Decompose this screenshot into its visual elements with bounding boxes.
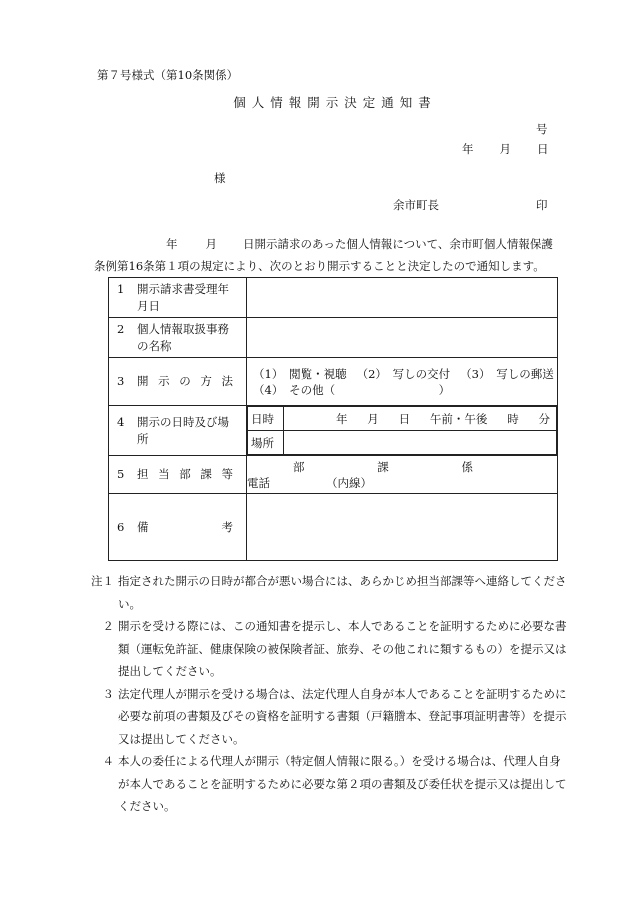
method-option-other: （4） その他（ ） (253, 382, 451, 397)
row-label: 開 示 の 方 法 (137, 374, 233, 388)
row-header (109, 318, 247, 358)
datetime-value (284, 407, 557, 431)
method-option-view: （1） 閲覧・視聴 (253, 366, 347, 381)
note-number: ４ (102, 754, 114, 768)
intro-year: 年 (166, 237, 178, 251)
extension-label: （内線） (326, 475, 372, 490)
row-header (109, 406, 247, 456)
note-text: 本人の委任による代理人が開示（特定個人情報に限る。）を受ける場合は、代理人自身が本人であることを証明するために必要な第２項の書類及び委任状を提示又は提出してください。 (118, 754, 567, 813)
seal-mark: 印 (536, 198, 548, 212)
row-number: 2 (117, 321, 125, 336)
note-item (80, 683, 570, 751)
table-row (109, 456, 558, 494)
row-label: 開示の日時及び場所 (137, 414, 229, 446)
section-label: 課 (377, 459, 389, 474)
issuer-name: 余市町長 (393, 198, 439, 212)
note-item (80, 570, 570, 615)
date-month: 月 (499, 142, 511, 156)
document-number-suffix: 号 (536, 122, 548, 136)
intro-paragraph (94, 233, 562, 277)
table-row (109, 494, 558, 561)
issue-date (462, 141, 549, 157)
row-number: 5 (117, 467, 125, 481)
affair-name-cell (247, 318, 558, 358)
method-option-copy: （2） 写しの交付 (356, 366, 451, 381)
row-number: 4 (117, 414, 125, 429)
dept-label: 部 (293, 459, 305, 474)
intro-text: 日開示請求のあった個人情報について、余市町個人情報保護条例第16条第１項の規定により、次のとおり開示することと決定したので通知します。 (94, 237, 553, 273)
intro-month: 月 (205, 237, 217, 251)
date-day: 日 (537, 142, 549, 156)
note-number: ３ (102, 686, 114, 701)
place-value (284, 431, 557, 455)
sched-day: 日 (398, 411, 411, 426)
remarks-cell (247, 494, 558, 561)
note-text: 開示を受ける際には、この通知書を提示し、本人であることを証明するために必要な書類（運転免許証、健康保険の被保険者証、旅券、その他これに類するもの）を提示又は提出してください。 (118, 619, 567, 678)
phone-label: 電話 (247, 475, 270, 490)
note-item (80, 750, 570, 818)
row-number: 3 (117, 374, 125, 388)
sched-year: 年 (336, 411, 348, 426)
note-number: 注１ (91, 574, 114, 588)
schedule-cell (247, 406, 558, 456)
receipt-date-cell (247, 278, 558, 318)
table-row (109, 318, 558, 358)
note-text: 指定された開示の日時が都合が悪い場合には、あらかじめ担当部課等へ連絡してください。 (118, 574, 567, 611)
method-option-mail: （3） 写しの郵送 (460, 366, 554, 381)
row-number: 1 (117, 281, 125, 296)
datetime-label: 日時 (248, 407, 284, 431)
form-number-label: 第７号様式（第10条関係） (97, 68, 239, 82)
document-title: 個人情報開示決定通知書 (233, 95, 437, 110)
row-number: 6 (117, 519, 125, 534)
unit-label: 係 (461, 459, 473, 474)
notes-section (80, 570, 570, 818)
note-item (80, 615, 570, 683)
note-text: 法定代理人が開示を受ける場合は、法定代理人自身が本人であることを証明するために必要な前項の書類及びその資格を証明する書類（戸籍謄本、登記事項証明書等）を提示又は提出してください。 (118, 686, 567, 746)
row-label: 個人情報取扱事務の名称 (137, 321, 229, 353)
table-row (109, 406, 558, 456)
sched-ampm: 午前・午後 (429, 411, 488, 426)
note-number: ２ (102, 619, 114, 633)
row-label: 開示請求書受理年月日 (137, 281, 229, 313)
responsible-dept-cell (247, 456, 558, 494)
date-year: 年 (462, 142, 474, 156)
row-header (109, 358, 247, 406)
sched-hour: 時 (507, 411, 519, 426)
row-header (109, 456, 247, 494)
table-row (109, 358, 558, 406)
place-label: 場所 (248, 431, 284, 455)
sched-minute: 分 (538, 411, 550, 426)
schedule-subtable (247, 406, 557, 455)
row-header (109, 278, 247, 318)
row-label: 担 当 部 課 等 (137, 467, 233, 481)
row-label: 備 考 (137, 519, 233, 534)
sched-month: 月 (367, 411, 379, 426)
addressee-honorific: 様 (214, 171, 226, 185)
table-row (109, 278, 558, 318)
row-header (109, 494, 247, 561)
disclosure-table (108, 277, 558, 561)
disclosure-method-cell (247, 358, 558, 406)
